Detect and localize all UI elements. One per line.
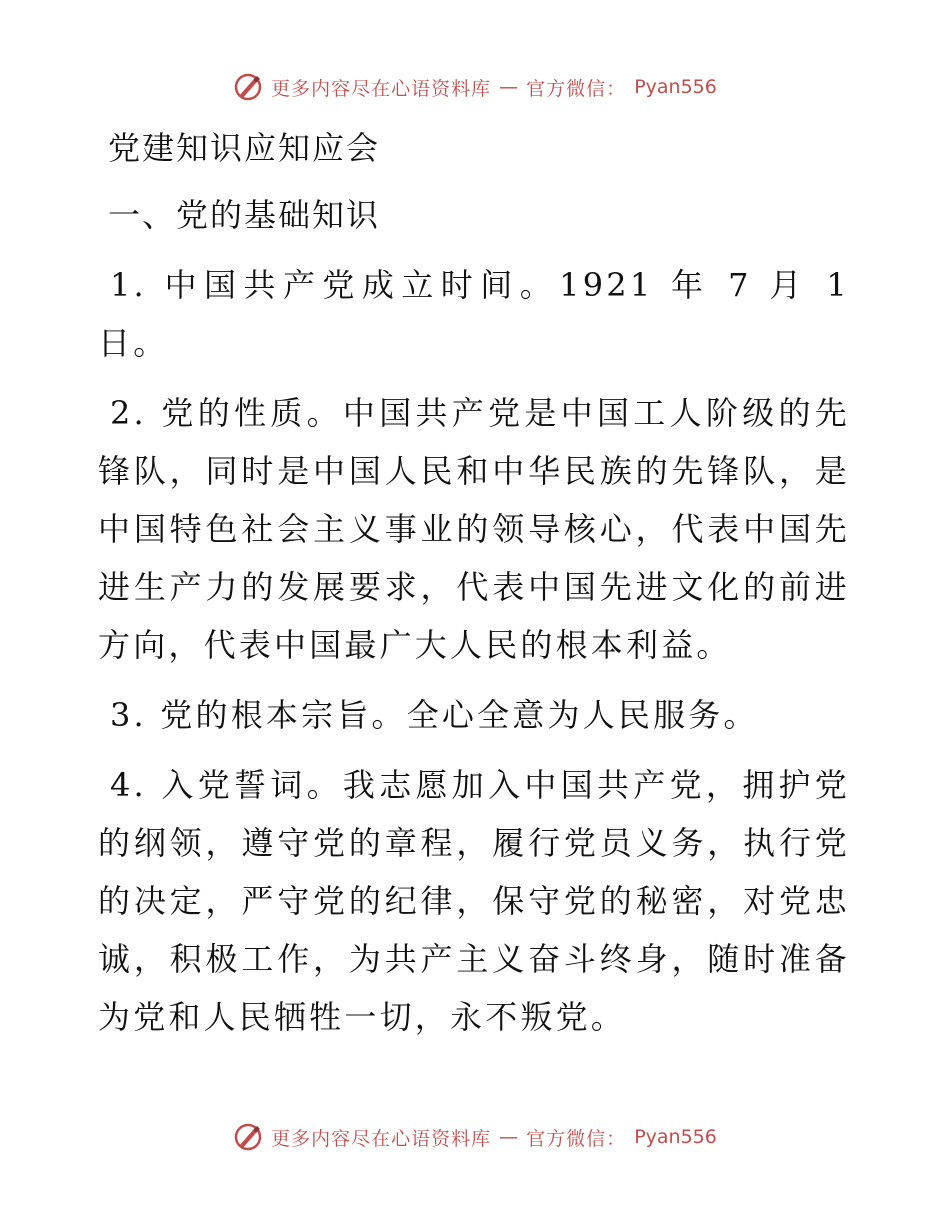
watermark-text: 更多内容尽在心语资料库 [271, 1127, 492, 1150]
pen-logo-icon [233, 72, 263, 102]
section-heading: 一、党的基础知识 [108, 196, 381, 234]
list-item: 4. 入党誓词。我志愿加入中国共产党，拥护党的纲领，遵守党的章程，履行党员义务，执行党的决定，严守党的纪律，保守党的秘密，对党忠诚，积极工作，为共产主义奋斗终身，随时准备为党和人民牺牲一切，永不叛党。 [98, 766, 850, 1036]
watermark-label: 官方微信： [526, 77, 627, 100]
watermark-label: 官方微信： [526, 1127, 627, 1150]
document-title: 党建知识应知应会 [108, 129, 381, 167]
pen-logo-icon [233, 1122, 263, 1152]
watermark-separator: — [499, 76, 519, 98]
footer-watermark [0, 1122, 950, 1152]
list-item: 1. 中国共产党成立时间。1921 年 7 月 1 日。 [98, 266, 850, 362]
header-watermark [0, 72, 950, 102]
watermark-text: 更多内容尽在心语资料库 [271, 77, 492, 100]
list-item: 3. 党的根本宗旨。全心全意为人民服务。 [110, 696, 759, 734]
watermark-separator: — [499, 1126, 519, 1148]
watermark-account: Pyan556 [634, 1126, 717, 1148]
document-body [98, 122, 850, 1058]
watermark-account: Pyan556 [634, 76, 717, 98]
list-item: 2. 党的性质。中国共产党是中国工人阶级的先锋队，同时是中国人民和中华民族的先锋队，是中国特色社会主义事业的领导核心，代表中国先进生产力的发展要求，代表中国先进文化的前进方向，代表中国最广大人民的根本利益。 [98, 394, 850, 664]
